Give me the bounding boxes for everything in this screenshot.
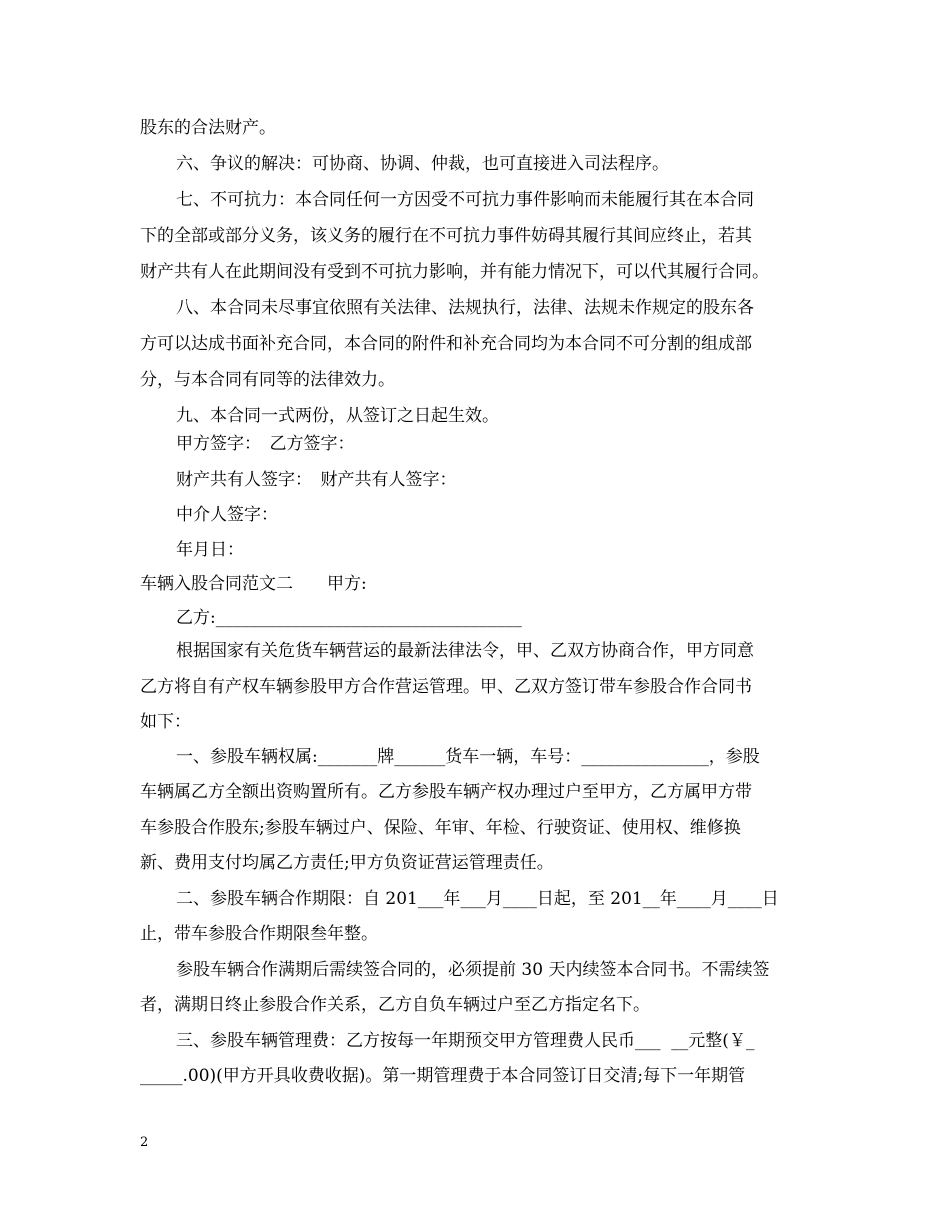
signature-line: 甲方签字： 乙方签字：	[176, 434, 355, 454]
text-line: 二、参股车辆合作期限：自 201___年___月____日起，至 201__年____月____日	[176, 889, 779, 909]
text-line: 乙方将自有产权车辆参股甲方合作营运管理。甲、乙双方签订带车参股合作合同书	[140, 677, 752, 697]
text-line: 三、参股车辆管理费：乙方按每一年期预交甲方管理费人民币___ __元整(￥_	[176, 1031, 755, 1051]
text-line: 七、不可抗力：本合同任何一方因受不可抗力事件影响而未能履行其在本合同	[176, 190, 754, 210]
text-line: 一、参股车辆权属:_______牌______货车一辆，车号：_______________，参股	[176, 747, 760, 767]
text-line: 参股车辆合作满期后需续签合同的，必须提前 30 天内续签本合同书。不需续签	[176, 960, 770, 980]
text-line: 下的全部或部分义务，该义务的履行在不可抗力事件妨碍其履行其间应终止，若其	[140, 226, 752, 246]
text-line: 方可以达成书面补充合同，本合同的附件和补充合同均为本合同不可分割的组成部	[140, 334, 752, 354]
page-number: 2	[140, 1135, 149, 1150]
text-line: 六、争议的解决：可协商、协调、仲裁，也可直接进入司法程序。	[176, 154, 669, 174]
date-line: 年月日：	[176, 540, 244, 560]
text-line: 新、费用支付均属乙方责任;甲方负资证营运管理责任。	[140, 853, 554, 873]
text-line: 八、本合同未尽事宜依照有关法律、法规执行，法律、法规未作规定的股东各	[176, 298, 754, 318]
text-line: 九、本合同一式两份，从签订之日起生效。	[176, 406, 499, 426]
text-line: 根据国家有关危货车辆营运的最新法律法令，甲、乙双方协商合作，甲方同意	[176, 641, 754, 661]
text-line: 者，满期日终止参股合作关系，乙方自负车辆过户至乙方指定名下。	[140, 995, 650, 1015]
text-line: 车辆属乙方全额出资购置所有。乙方参股车辆产权办理过户至甲方，乙方属甲方带	[140, 782, 752, 802]
text-line: _____.00)(甲方开具收费收据)。第一期管理费于本合同签订日交清;每下一年期管	[140, 1066, 746, 1086]
text-line: 股东的合法财产。	[140, 118, 276, 138]
text-line: 止，带车参股合作期限叁年整。	[140, 924, 378, 944]
signature-line: 财产共有人签字： 财产共有人签字：	[176, 470, 457, 490]
party-line: 乙方:____________________________________	[176, 608, 522, 628]
text-line: 财产共有人在此期间没有受到不可抗力影响，并有能力情况下，可以代其履行合同。	[140, 262, 769, 282]
text-line: 分，与本合同有同等的法律效力。	[140, 370, 395, 390]
text-line: 车参股合作股东;参股车辆过户、保险、年审、年检、行驶资证、使用权、维修换	[140, 818, 741, 838]
signature-line: 中介人签字：	[176, 505, 278, 525]
section-heading: 车辆入股合同范文二 甲方:	[140, 574, 367, 594]
text-line: 如下：	[140, 712, 191, 732]
